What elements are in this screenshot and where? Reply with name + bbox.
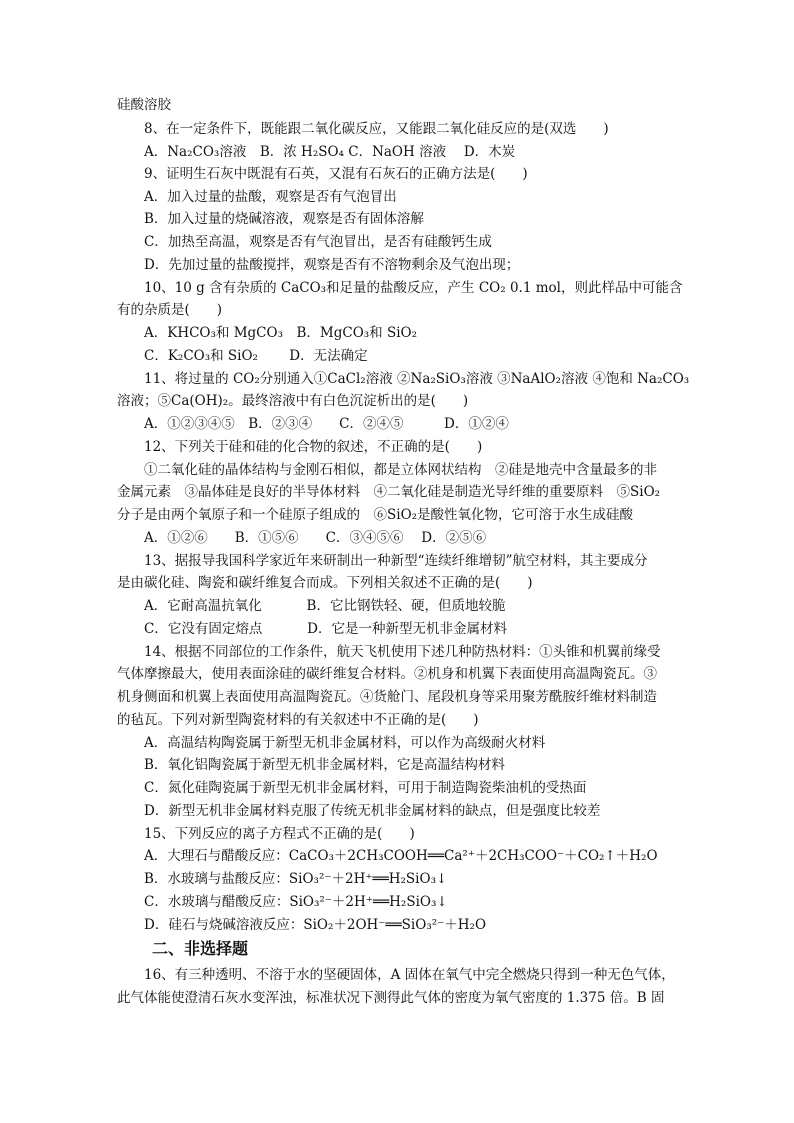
option-14b: B．氧化铝陶瓷属于新型无机非金属材料，它是高温结构材料 xyxy=(144,757,505,773)
question-12-stmt1: ①二氧化硅的晶体结构与金刚石相似，都是立体网状结构 ②硅是地壳中含量最多的非 xyxy=(144,462,657,478)
question-11-line2: 溶液；⑤Ca(OH)₂。最终溶液中有白色沉淀析出的是( ) xyxy=(117,393,469,409)
question-14-line2: 气体摩擦最大，使用表面涂硅的碳​纤维复合材料。②机身和机翼下表面使用高温陶瓷瓦。③ xyxy=(117,666,657,682)
question-15: 15、下列反应的离子方程式不正确的是( ) xyxy=(144,826,415,842)
question-14-line4: 的毡瓦。下列对新型陶瓷材料的有关叙述中不正确的是( ) xyxy=(117,712,479,728)
question-10-line1: 10、10 g 含有杂质的 CaCO₃和足量的盐酸反应，产生 CO₂ 0.1 mol，则此样品中可能含 xyxy=(144,280,683,296)
question-13-line1: 13、据报导我国科学家近年来研制出一种新型“连续纤维增韧”航空材料，其主要成分 xyxy=(144,553,648,569)
options-13-cd: C．它没有固定熔点 D．它是一种新型无机非金属材料 xyxy=(144,621,507,637)
option-9d: D．先加过量的盐酸搅拌，观察是否有不溶物剩余及气泡出现； xyxy=(144,257,520,273)
options-8: A．Na₂CO₃溶液 B．浓 H₂SO₄ C．NaOH 溶液 D．木炭 xyxy=(144,144,516,160)
options-10-cd: C．K₂CO₃和 SiO₂ D．无法确定 xyxy=(144,348,368,364)
question-14-line1: 14、根据不同部位的工作条件，航天飞机使用下述几种防热材料：①头锥和机翼前缘受 xyxy=(144,644,661,660)
question-10-line2: 有的杂质是( ) xyxy=(117,302,223,318)
question-9: 9、证明生石灰中既混有石英，又混有石灰石的正确方法是( ) xyxy=(144,166,528,182)
options-12: A．①②⑥ B．①⑤⑥ C．③④⑤⑥ D．②⑤⑥ xyxy=(144,530,487,546)
question-8: 8、在一定条件下，既能跟二氧化碳反应，又能跟二氧化硅反应的是(双选 ) xyxy=(144,121,609,137)
option-14a: A．高温结构陶瓷属于新型无机非金属材料，可以作为高级耐火材料 xyxy=(144,735,546,751)
option-9a: A．加入过量的盐酸，观察是否有气泡冒出 xyxy=(144,189,397,205)
option-15d: D．硅石与烧碱溶液反应：SiO₂＋2OH⁻══SiO₃²⁻＋H₂O xyxy=(144,917,487,933)
option-15b: B．水玻璃与盐酸反应：SiO₃²⁻＋2H⁺══H₂SiO₃↓ xyxy=(144,871,448,887)
option-9b: B．加入过量的烧碱溶液，观察是否有固体溶解 xyxy=(144,211,424,227)
question-16-line2: 此气体能使澄清石灰水变浑浊，标准状况下测得此气体的密度为氧气密度的 1.375 倍。B 固 xyxy=(117,990,665,1006)
options-11: A．①②③④⑤ B．②③④ C．②④⑤ D．①②④ xyxy=(144,416,509,432)
question-12-stmt2: 金属元素 ③晶体硅是良好的半导体材料 ④二氧化硅是制造光导纤维的重要原料 ⑤SiO₂ xyxy=(117,484,661,500)
question-11-line1: 11、将过量的 CO₂分别通入①CaCl₂溶液 ②Na₂SiO₃溶液 ③NaAlO₂溶液 ④饱和 Na₂CO₃ xyxy=(144,371,690,387)
question-12-stmt3: 分子是由两个氧原子和一个硅原子组成的 ⑥SiO₂是酸性氧化物，它可溶于水生成硅酸 xyxy=(117,507,634,523)
question-14-line3: 机身侧面和机翼上表面使用高温陶瓷瓦。④货舱门、尾段机身等采用聚芳酰胺纤维材料制造 xyxy=(117,689,657,705)
option-15a: A．大理石与醋酸反应：CaCO₃＋2CH₃COOH══Ca²⁺＋2CH₃COO⁻＋CO₂↑＋H₂O xyxy=(144,848,658,864)
question-16-line1: 16、有三种透明、不溶于水的坚硬固体，A 固体在氧气中完全燃烧只得到一种无色气体， xyxy=(144,967,675,983)
question-12: 12、下列关于硅和硅的化合物的叙述，不正确的是( ) xyxy=(144,439,483,455)
option-9c: C．加热至高温，观察是否有气泡冒出，是否有硅酸钙生成 xyxy=(144,234,492,250)
option-15c: C．水玻璃与醋酸反应：SiO₃²⁻＋2H⁺══H₂SiO₃↓ xyxy=(144,894,448,910)
options-10-ab: A．KHCO₃和 MgCO₃ B．MgCO₃和 SiO₂ xyxy=(144,325,418,341)
section-heading: 二、非选择题 xyxy=(152,939,249,958)
options-13-ab: A．它耐高温抗氧化 B．它比钢铁轻、硬，但质地较脆 xyxy=(144,598,506,614)
option-14d: D．新型无机非金属材料克服了传统无机非金属材料的缺点，但是强度比较差 xyxy=(144,803,601,819)
question-13-line2: 是由碳化硅、陶瓷和碳纤维复合而成。下列相关叙述不正确的是( ) xyxy=(117,575,533,591)
option-14c: C．氮化硅陶瓷属于新型无机非金属材料，可用于制造陶瓷柴油机的受热面 xyxy=(144,780,587,796)
text-line: 硅酸溶胶 xyxy=(117,97,171,113)
